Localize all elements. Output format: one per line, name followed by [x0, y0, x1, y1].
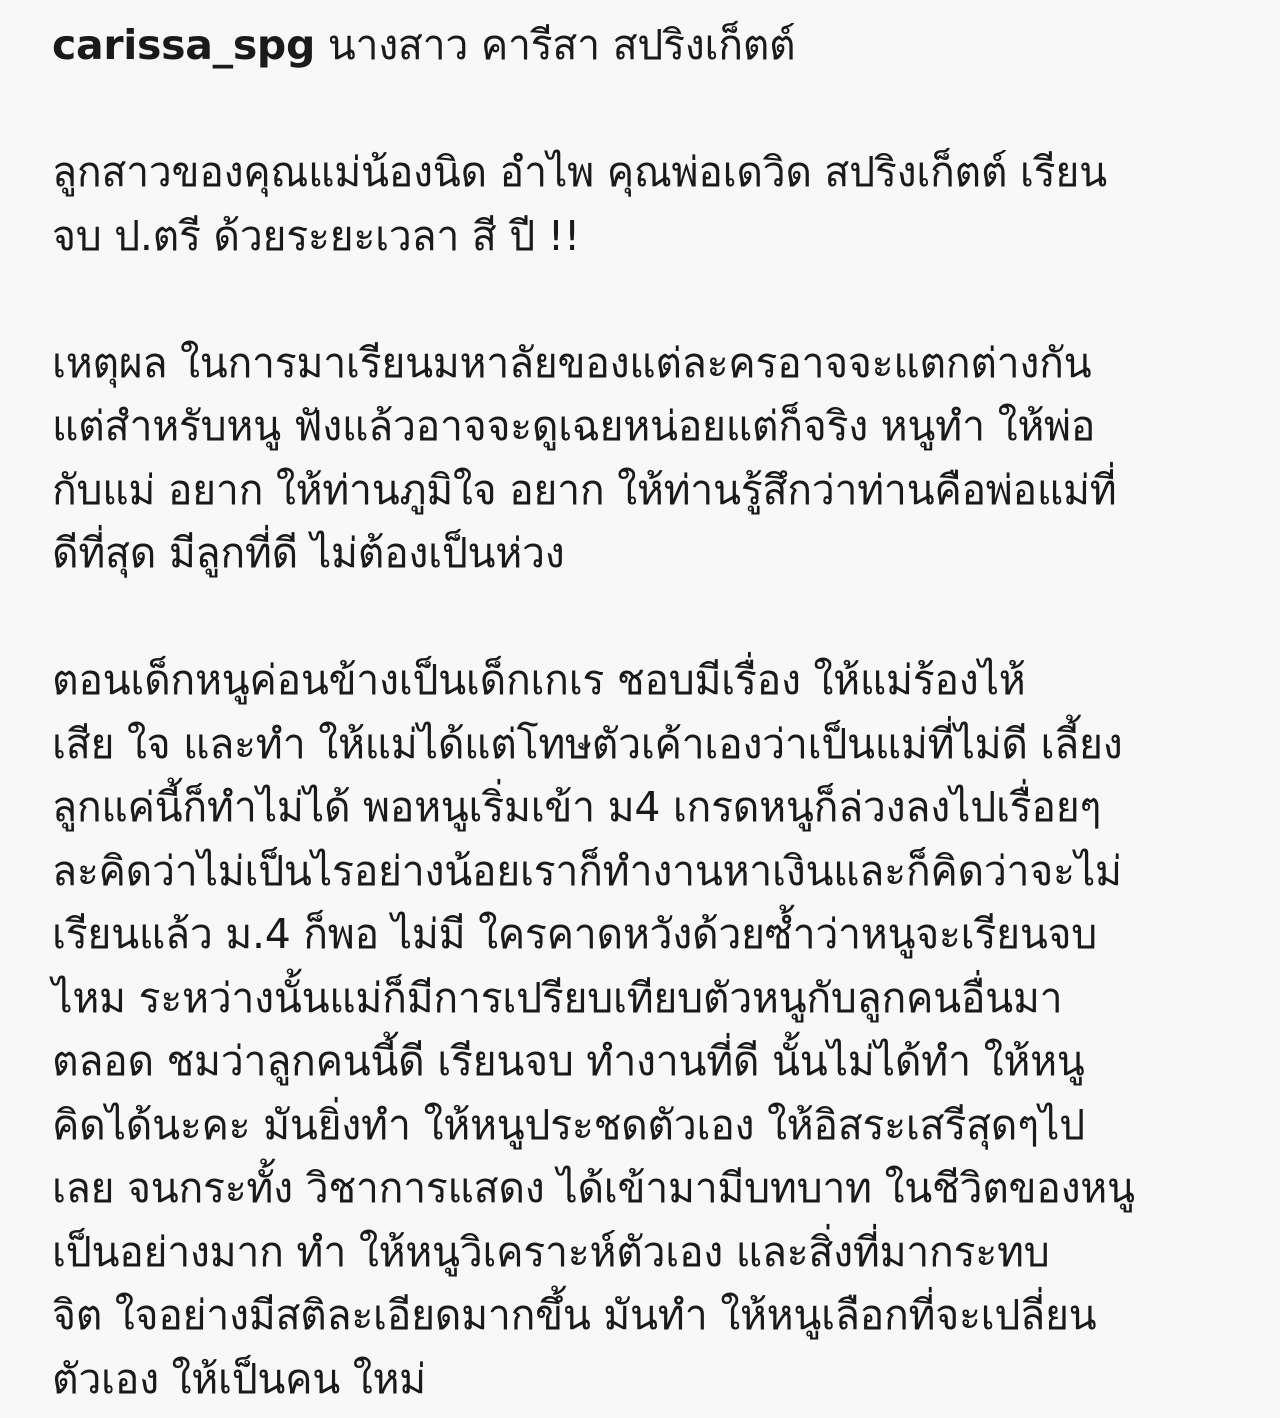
caption-line: เสีย ใจ และทำ ให้แม่ได้แต่โทษตัวเค้าเองว่าเป็นแม่ที่ไม่ดี เลี้ยง	[52, 719, 1123, 768]
username-link[interactable]: carissa_spg	[52, 21, 316, 69]
caption-line: กับแม่ อยาก ให้ท่านภูมิใจ อยาก ให้ท่านรู้สึกว่าท่านคือพ่อแม่ที่	[52, 465, 1117, 514]
post-caption	[52, 0, 1242, 1411]
caption-line: เลย จนกระทั้ง วิชาการแสดง ได้เข้ามามีบทบาท ในชีวิตของหนู	[52, 1164, 1135, 1212]
caption-line: จิต ใจอย่างมีสติละเอียดมากขึ้น มันทำ ให้หนูเลือกที่จะเปลี่ยน	[52, 1291, 1097, 1339]
caption-title: นางสาว คารีสา สปริงเก็ตต์	[327, 21, 796, 69]
caption-line: ลูกแค่นี้ก็ทำไม่ได้ พอหนูเริ่มเข้า ม4 เกรดหนูก็ล่วงลงไปเรื่อยๆ	[52, 783, 1102, 831]
caption-line: ละคิดว่าไม่เป็นไรอย่างน้อยเราก็ทำงานหาเงินและก็คิดว่าจะไม่	[52, 846, 1122, 895]
caption-line: ลูกสาวของคุณแม่น้องนิด อำไพ คุณพ่อเดวิด สปริงเก็ตต์ เรียน	[52, 148, 1107, 196]
caption-paragraph-3	[52, 649, 1242, 1411]
caption-line: คิดได้นะคะ มันยิ่งทำ ให้หนูประชดตัวเอง ให้อิสระเสรีสุดๆไป	[52, 1100, 1085, 1149]
caption-line: แต่สำหรับหนู ฟังแล้วอาจจะดูเฉยหน่อยแต่ก็จริง หนูทำ ให้พ่อ	[52, 402, 1096, 450]
caption-line: จบ ป.ตรี ด้วยระยะเวลา สี ปี !!	[52, 211, 580, 260]
caption-line: ไหม ระหว่างนั้นแม่ก็มีการเปรียบเทียบตัวหนูกับลูกคนอื่นมา	[52, 973, 1063, 1022]
caption-paragraph-2	[52, 332, 1242, 586]
caption-header	[52, 14, 1242, 78]
caption-line: เหตุผล ในการมาเรียนมหาลัยของแต่ละครอาจจะแตกต่างกัน	[52, 338, 1092, 387]
caption-line: ตลอด ชมว่าลูกคนนี้ดี เรียนจบ ทำงานที่ดี นั้นไม่ได้ทำ ให้หนู	[52, 1037, 1085, 1085]
caption-line: ดีที่สุด มีลูกที่ดี ไม่ต้องเป็นห่วง	[52, 529, 565, 577]
caption-line: ตัวเอง ให้เป็นคน ใหม่	[52, 1354, 426, 1403]
caption-line: ตอนเด็กหนูค่อนข้างเป็นเด็กเกเร ชอบมีเรื่อง ให้แม่ร้องไห้	[52, 656, 1026, 704]
caption-line: เป็นอย่างมาก ทำ ให้หนูวิเคราะห์ตัวเอง และสิ่งที่มากระทบ	[52, 1227, 1050, 1276]
caption-line: เรียนแล้ว ม.4 ก็พอ ไม่มี ใครคาดหวังด้วยซ้ำว่าหนูจะเรียนจบ	[52, 910, 1097, 958]
paragraph-spacer	[52, 586, 1242, 650]
paragraph-spacer	[52, 78, 1242, 142]
caption-paragraph-1	[52, 141, 1242, 268]
paragraph-spacer	[52, 268, 1242, 332]
